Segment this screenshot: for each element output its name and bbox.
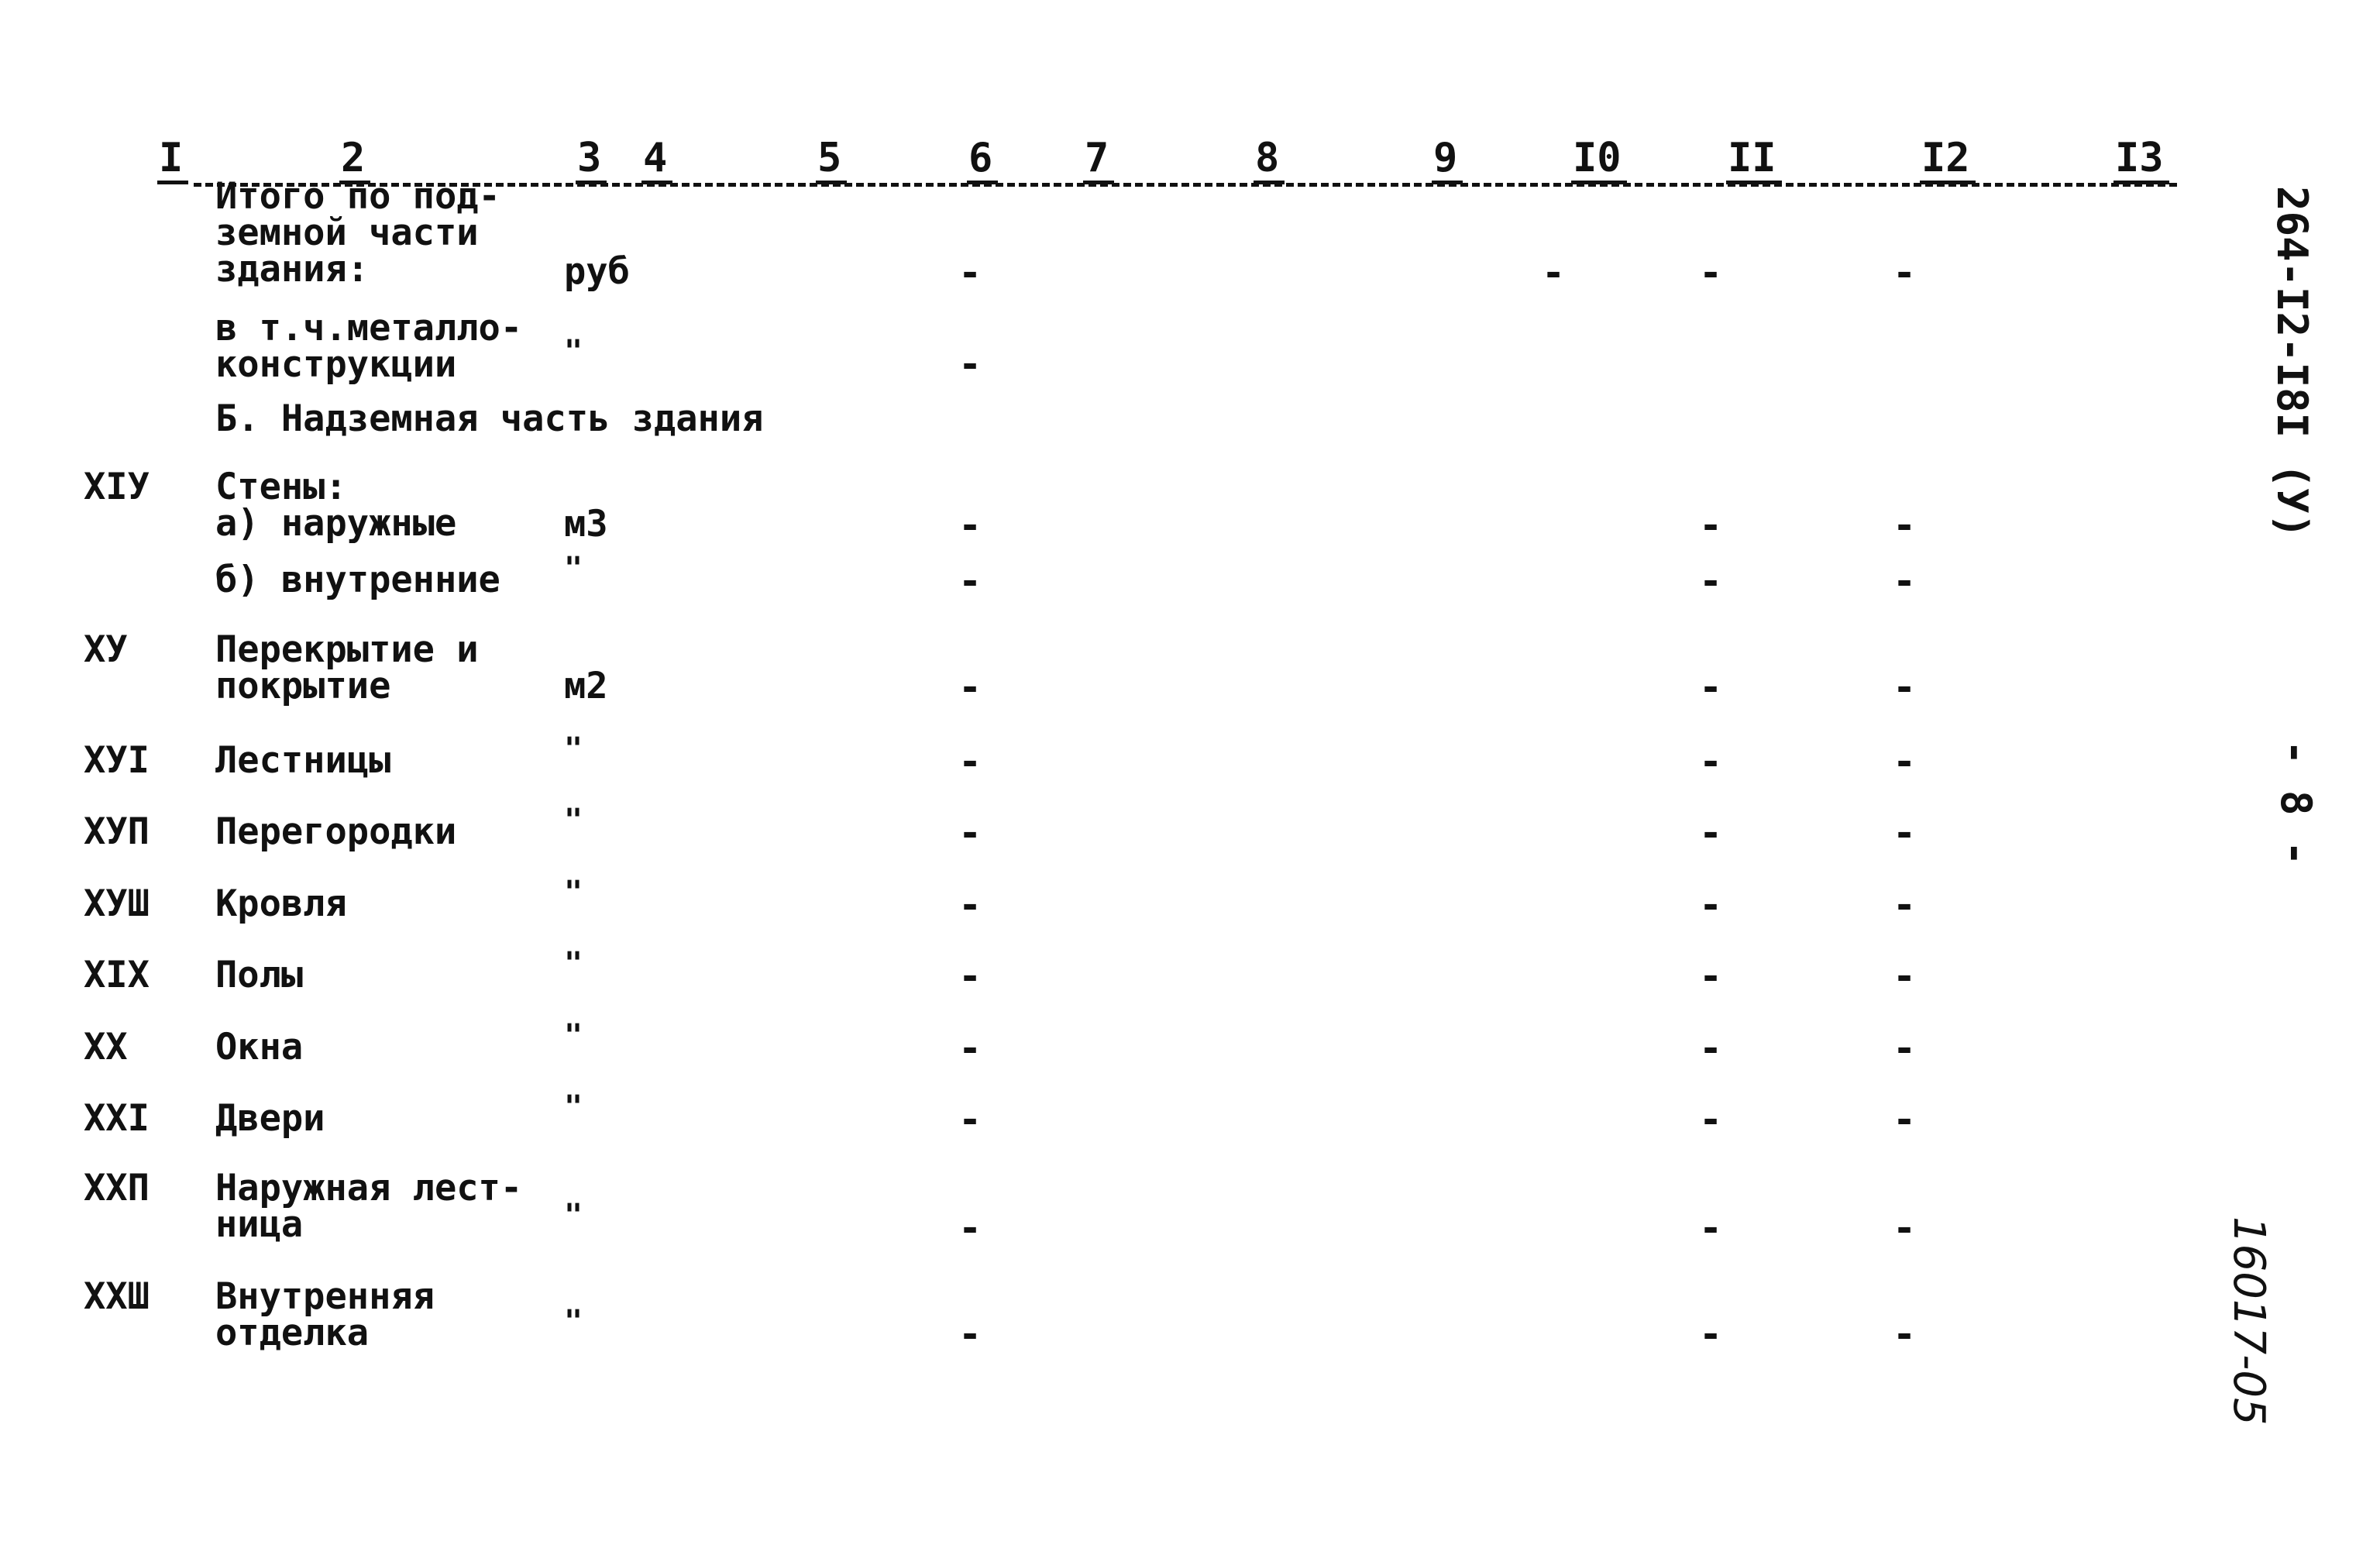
cell-col-6-dash: - bbox=[958, 882, 982, 927]
cell-col-11-dash: - bbox=[1699, 1206, 1723, 1251]
column-number-underline bbox=[641, 181, 672, 184]
row-unit: " bbox=[564, 1198, 583, 1233]
row-name-line: б) внутренние bbox=[215, 559, 500, 601]
row-roman-code: XУ bbox=[84, 628, 128, 671]
cell-col-6-dash: - bbox=[958, 739, 982, 784]
column-number-12: I2 bbox=[1921, 135, 1970, 181]
page-number-vertical: - 8 - bbox=[2272, 740, 2320, 866]
row-name-line: Лестницы bbox=[215, 739, 391, 782]
cell-col-11-dash: - bbox=[1699, 1097, 1723, 1142]
cell-col-12-dash: - bbox=[1893, 1206, 1917, 1251]
row-roman-code: XXI bbox=[84, 1097, 150, 1140]
row-unit: " bbox=[564, 1089, 583, 1125]
row-roman-code: XXШ bbox=[84, 1275, 150, 1318]
row-name-line: земной части bbox=[215, 212, 479, 254]
cell-col-12-dash: - bbox=[1893, 1312, 1917, 1357]
cell-col-11-dash: - bbox=[1699, 810, 1723, 855]
row-unit: " bbox=[564, 731, 583, 767]
row-roman-code: XУП bbox=[84, 810, 150, 853]
row-name-line: покрытие bbox=[215, 665, 391, 707]
row-roman-code: XУI bbox=[84, 739, 150, 782]
row-unit: " bbox=[564, 946, 583, 982]
column-number-underline bbox=[1920, 181, 1976, 184]
cell-col-12-dash: - bbox=[1893, 503, 1917, 548]
row-name-line: отделка bbox=[215, 1312, 370, 1354]
column-number-7: 7 bbox=[1085, 135, 1109, 181]
cell-col-12-dash: - bbox=[1893, 1026, 1917, 1071]
column-number-9: 9 bbox=[1433, 135, 1458, 181]
row-unit: м2 bbox=[564, 665, 608, 707]
cell-col-11-dash: - bbox=[1699, 559, 1723, 604]
row-roman-code: XIУ bbox=[84, 466, 150, 508]
cell-col-12-dash: - bbox=[1893, 739, 1917, 784]
cell-col-11-dash: - bbox=[1699, 954, 1723, 999]
cell-col-11-dash: - bbox=[1699, 882, 1723, 927]
row-name-line: Перекрытие и bbox=[215, 628, 479, 671]
cell-col-12-dash: - bbox=[1893, 250, 1917, 295]
cell-col-6-dash: - bbox=[958, 810, 982, 855]
column-number-5: 5 bbox=[817, 135, 842, 181]
row-unit: м3 bbox=[564, 503, 608, 545]
section-b-title: Б. Надземная часть здания bbox=[215, 397, 764, 440]
row-name-line: Наружная лест- bbox=[215, 1167, 523, 1209]
row-name-line: а) наружные bbox=[215, 502, 457, 545]
column-number-8: 8 bbox=[1255, 135, 1280, 181]
row-unit: " bbox=[564, 803, 583, 838]
column-number-3: 3 bbox=[577, 135, 602, 181]
row-unit: " bbox=[564, 1018, 583, 1054]
column-number-10: I0 bbox=[1573, 135, 1622, 181]
cell-col-6-dash: - bbox=[958, 1097, 982, 1142]
cell-col-11-dash: - bbox=[1699, 1026, 1723, 1071]
archive-stamp-vertical: 16017-05 bbox=[2224, 1216, 2274, 1426]
row-unit: " bbox=[564, 551, 583, 587]
row-unit: " bbox=[564, 1304, 583, 1340]
column-number-underline bbox=[1432, 181, 1463, 184]
cell-col-10-dash: - bbox=[1542, 250, 1566, 295]
row-name-line: Полы bbox=[215, 954, 304, 996]
cell-col-6-dash: - bbox=[958, 342, 982, 387]
column-number-4: 4 bbox=[643, 135, 668, 181]
cell-col-11-dash: - bbox=[1699, 665, 1723, 710]
row-unit: " bbox=[564, 334, 583, 370]
column-number-underline bbox=[576, 181, 607, 184]
cell-col-11-dash: - bbox=[1699, 1312, 1723, 1357]
cell-col-12-dash: - bbox=[1893, 559, 1917, 604]
cell-col-6-dash: - bbox=[958, 250, 982, 295]
row-roman-code: XУШ bbox=[84, 882, 150, 925]
column-number-underline bbox=[157, 181, 188, 184]
row-name-line: Двери bbox=[215, 1097, 325, 1140]
row-roman-code: XIX bbox=[84, 954, 150, 996]
cell-col-6-dash: - bbox=[958, 1206, 982, 1251]
cell-col-12-dash: - bbox=[1893, 954, 1917, 999]
column-number-underline bbox=[1083, 181, 1114, 184]
row-name-line: Итого по под- bbox=[215, 175, 500, 218]
cell-col-6-dash: - bbox=[958, 1026, 982, 1071]
column-number-13: I3 bbox=[2115, 135, 2164, 181]
column-number-underline bbox=[967, 181, 998, 184]
document-code-vertical: 264-I2-I8I (У) bbox=[2268, 186, 2316, 539]
row-name-line: в т.ч.металло- bbox=[215, 307, 523, 349]
row-name-line: Окна bbox=[215, 1026, 304, 1068]
row-unit: руб bbox=[564, 250, 630, 293]
column-number-underline bbox=[2113, 181, 2169, 184]
column-number-6: 6 bbox=[968, 135, 993, 181]
cell-col-6-dash: - bbox=[958, 559, 982, 604]
row-unit: " bbox=[564, 875, 583, 910]
cell-col-6-dash: - bbox=[958, 665, 982, 710]
cell-col-11-dash: - bbox=[1699, 250, 1723, 295]
row-name-line: ница bbox=[215, 1203, 304, 1246]
row-name-line: конструкции bbox=[215, 343, 457, 386]
cell-col-6-dash: - bbox=[958, 503, 982, 548]
row-name-line: Стены: bbox=[215, 466, 347, 508]
cell-col-12-dash: - bbox=[1893, 882, 1917, 927]
cell-col-6-dash: - bbox=[958, 1312, 982, 1357]
cell-col-11-dash: - bbox=[1699, 503, 1723, 548]
column-number-underline bbox=[816, 181, 847, 184]
column-number-underline bbox=[1726, 181, 1782, 184]
cell-col-12-dash: - bbox=[1893, 1097, 1917, 1142]
column-number-11: II bbox=[1728, 135, 1776, 181]
cell-col-12-dash: - bbox=[1893, 665, 1917, 710]
row-roman-code: XXП bbox=[84, 1167, 150, 1209]
column-number-1: I bbox=[159, 135, 184, 181]
column-number-2: 2 bbox=[341, 135, 366, 181]
row-name-line: Перегородки bbox=[215, 810, 457, 853]
cell-col-11-dash: - bbox=[1699, 739, 1723, 784]
column-number-underline bbox=[1571, 181, 1627, 184]
row-name-line: Кровля bbox=[215, 882, 347, 925]
cell-col-12-dash: - bbox=[1893, 810, 1917, 855]
row-name-line: здания: bbox=[215, 248, 370, 291]
row-name-line: Внутренняя bbox=[215, 1275, 435, 1318]
cell-col-6-dash: - bbox=[958, 954, 982, 999]
row-roman-code: XX bbox=[84, 1026, 128, 1068]
column-number-underline bbox=[1254, 181, 1285, 184]
